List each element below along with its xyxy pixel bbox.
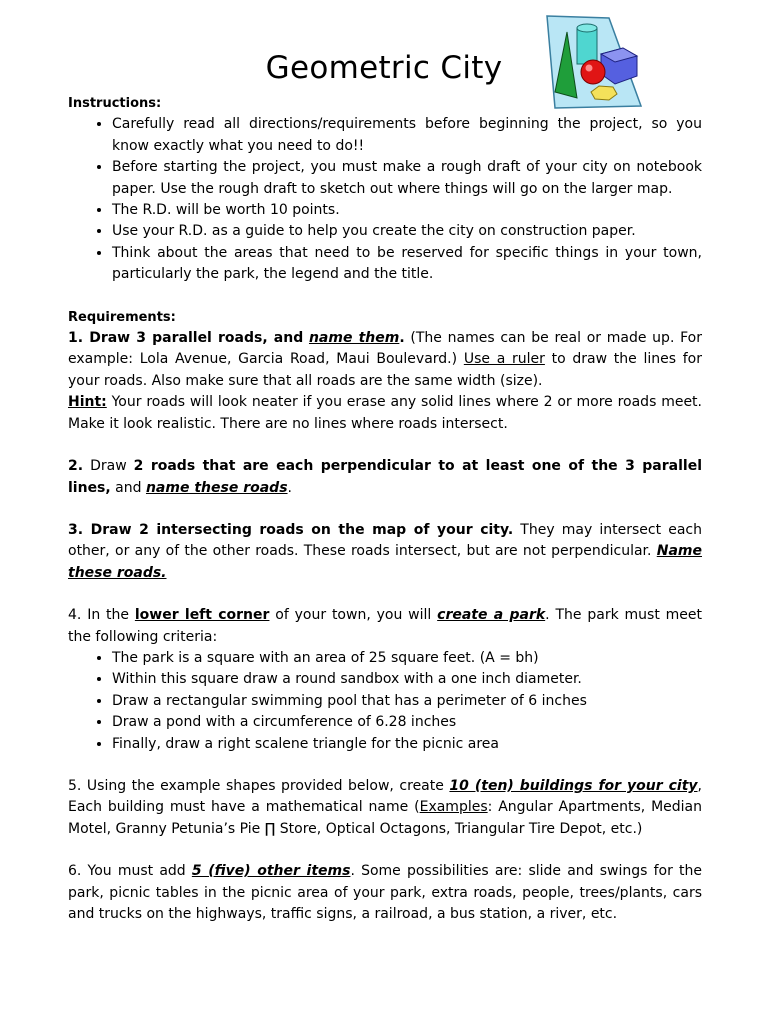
list-item: • Draw a rectangular swimming pool that has a perimeter of 6 inches — [112, 691, 702, 712]
list-item: • Think about the areas that need to be reserved for specific things in your town, particularly the park, the legend and the title. — [112, 243, 702, 286]
create-a-park-text: create a park — [437, 607, 546, 624]
requirement-1-emphasis: name them — [308, 330, 400, 347]
examples-label: Examples — [419, 799, 488, 816]
requirement-3: 3. Draw 2 intersecting roads on the map of your city. They may intersect each other, or any of the other roads. These roads intersect, but are not perpendicular. Name these roads. — [68, 521, 702, 581]
instructions-list — [68, 114, 702, 285]
list-item: • The park is a square with an area of 25 square feet. (A = bh) — [112, 648, 702, 669]
hint — [68, 392, 702, 435]
ten-buildings-text: 10 (ten) buildings for your city — [449, 777, 698, 794]
list-item: • Use your R.D. as a guide to help you create the city on construction paper. — [112, 221, 702, 242]
list-item: • Carefully read all directions/requirements before beginning the project, so you know exactly what you need to do!! — [112, 114, 702, 157]
requirement-3-emphasis: Name these roads. — [68, 543, 702, 581]
list-item: • Before starting the project, you must make a rough draft of your city on notebook paper. Use the rough draft to sketch out where things will go on the larger map. — [112, 157, 702, 200]
list-item: • The R.D. will be worth 10 points. — [112, 200, 702, 221]
use-a-ruler-text: Use a ruler — [463, 351, 545, 368]
page-title: Geometric City — [265, 50, 503, 86]
worksheet-body — [68, 93, 702, 925]
hint-label: Hint: — [68, 394, 107, 411]
instructions-heading: Instructions: — [68, 96, 162, 111]
requirement-2-emphasis: name these roads — [145, 479, 288, 496]
hint-text: Your roads will look neater if you erase any solid lines where 2 or more roads meet. Make it look realistic. There are no lines where roads intersect. — [68, 394, 702, 432]
five-other-items-text: 5 (five) other items — [191, 863, 351, 880]
requirement-4: 4. In the lower left corner of your town, you will create a park. The park must meet the following criteria: — [68, 607, 703, 645]
requirement-6: 6. You must add 5 (five) other items. Some possibilities are: slide and swings for the park, picnic tables in the picnic area of your park, extra roads, people, trees/plants, cars and trucks on the highways, traffic signs, a railroad, a bus station, a river, etc. — [68, 863, 702, 922]
clipart-cylinder — [577, 28, 597, 64]
requirement-1: 1. Draw 3 parallel roads, and name them. (The names can be real or made up. For example: Lola Avenue, Garcia Road, Maui Boulevard.) Use a ruler to draw the lines for your roads. Also make sure that all roads are the same width (size). — [68, 330, 702, 389]
list-item: • Finally, draw a right scalene triangle for the picnic area — [112, 734, 702, 755]
lower-left-corner-text: lower left corner — [134, 607, 270, 624]
list-item: • Draw a pond with a circumference of 6.28 inches — [112, 712, 702, 733]
requirements-heading: Requirements: — [68, 309, 176, 325]
list-item: • Within this square draw a round sandbox with a one inch diameter. — [112, 669, 702, 690]
requirement-5: 5. Using the example shapes provided below, create 10 (ten) buildings for your city, Each building must have a mathematical name (Examples: Angular Apartments, Median Motel, Granny Petunia’s Pie ∏ Store, Optical Octagons, Triangular Tire Depot, etc.) — [68, 777, 702, 837]
requirement-2: 2. Draw 2 roads that are each perpendicular to at least one of the 3 parallel lines, and name these roads. — [68, 458, 702, 496]
park-criteria-list — [68, 648, 702, 755]
clipart-sphere — [581, 60, 605, 84]
requirement-1-bold: 1. Draw 3 parallel roads, and — [68, 330, 304, 347]
